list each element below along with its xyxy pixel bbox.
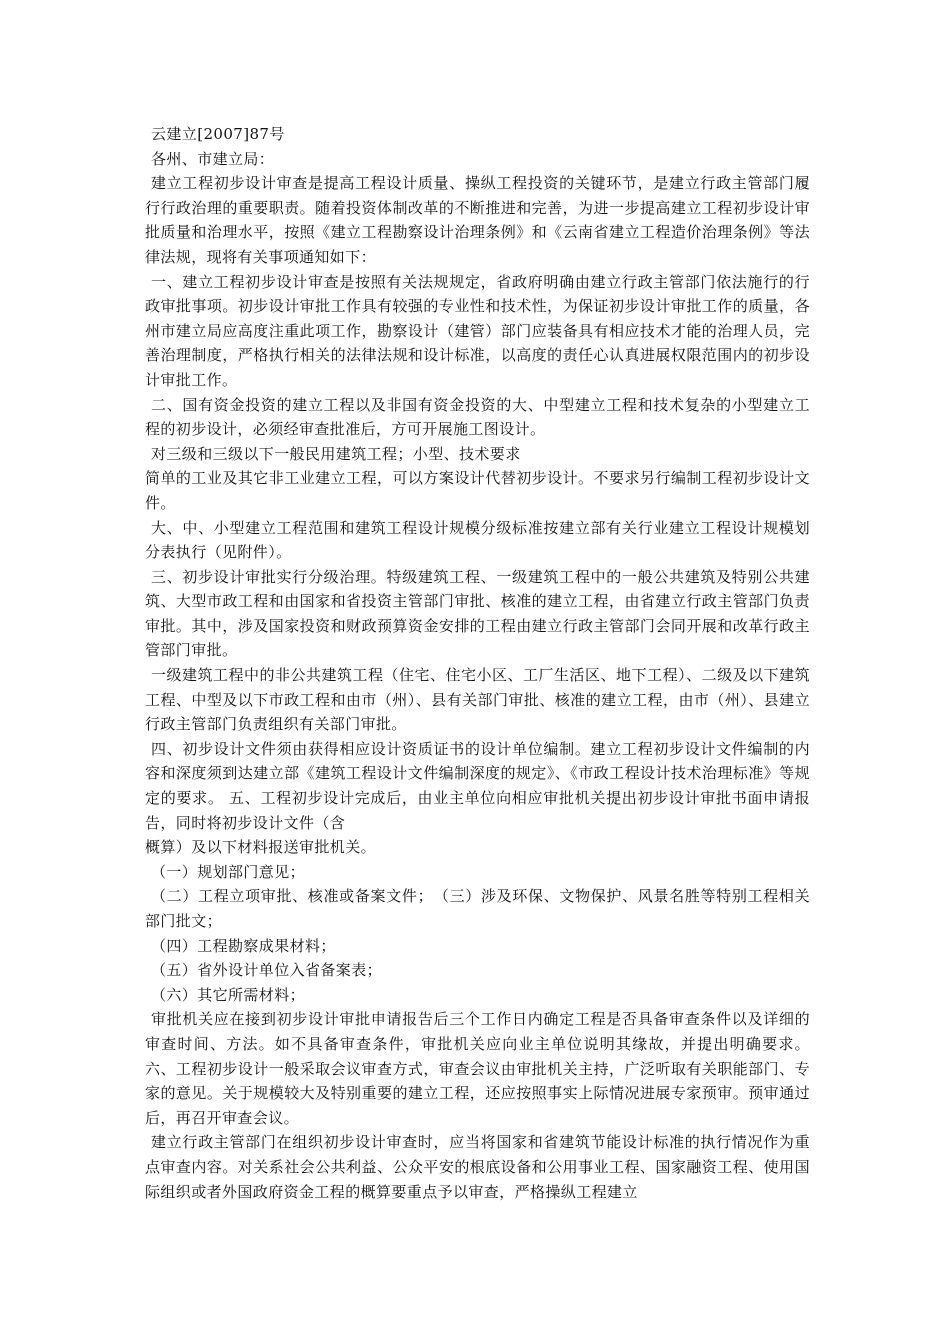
list-item-6: （六）其它所需材料； xyxy=(151,985,306,1004)
document-body xyxy=(145,122,810,1204)
paragraph-section-2: 二、国有资金投资的建立工程以及非国有资金投资的大、中型建立工程和技术复杂的小型建立工程的初步设计，必须经审查批准后，方可开展施工图设计。 xyxy=(145,395,810,439)
paragraph-section-5-cont: 概算）及以下材料报送审批机关。 xyxy=(145,838,377,857)
paragraph-energy: 建立行政主管部门在组织初步设计审查时，应当将国家和省建筑节能设计标准的执行情况作为重点审查内容。对关系社会公共利益、公众平安的根底设备和公用事业工程、国家融资工程、使用国际组织或者外国政府资金工程的概算要重点予以审查，严格操纵工程建立 xyxy=(145,1133,810,1201)
paragraph-section-3: 三、初步设计审批实行分级治理。特级建筑工程、一级建筑工程中的一般公共建筑及特别公共建筑、大型市政工程和由国家和省投资主管部门审批、核准的建立工程，由省建立行政主管部门负责审批。其中，涉及国家投资和财政预算资金安排的工程由建立行政主管部门会同开展和改革行政主管部门审批。 xyxy=(145,567,810,660)
paragraph-section-2-note-b: 简单的工业及其它非工业建立工程，可以方案设计代替初步设计。不要求另行编制工程初步设计文件。 xyxy=(145,469,810,512)
paragraph-section-3-note: 一级建筑工程中的非公共建筑工程（住宅、住宅小区、工厂生活区、地下工程）、二级及以下建筑工程、中型及以下市政工程和由市（州）、县有关部门审批、核准的建立工程，由市（州）、县建立行政主管部门负责组织有关部门审批。 xyxy=(145,666,810,734)
paragraph-section-1: 一、建立工程初步设计审查是按照有关法规规定，省政府明确由建立行政主管部门依法施行的行政审批事项。初步设计审批工作具有较强的专业性和技术性，为保证初步设计审批工作的质量，各州市建立局应高度注重此项工作，勘察设计（建管）部门应装备具有相应技术才能的治理人员，完善治理制度，严格执行相关的法律法规和设计标准，以高度的责任心认真进展权限范围内的初步设计审批工作。 xyxy=(145,272,810,389)
list-item-5: （五）省外设计单位入省备案表； xyxy=(151,961,383,980)
paragraph-section-2-note-c: 大、中、小型建立工程范围和建筑工程设计规模分级标准按建立部有关行业建立工程设计规模划分表执行（见附件）。 xyxy=(145,518,810,562)
paragraph-intro: 建立工程初步设计审查是提高工程设计质量、操纵工程投资的关键环节，是建立行政主管部门履行行政治理的重要职责。随着投资体制改革的不断推进和完善，为进一步提高建立工程初步设计审批质量和治理水平，按照《建立工程勘察设计治理条例》和《云南省建立工程造价治理条例》等法律法规，现将有关事项通知如下： xyxy=(145,174,810,266)
salutation: 各州、市建立局： xyxy=(151,149,275,168)
list-item-1: （一）规划部门意见； xyxy=(151,862,306,881)
list-item-4: （四）工程勘察成果材料； xyxy=(151,936,336,955)
list-item-2-3: （二）工程立项审批、核准或备案文件； （三）涉及环保、文物保护、风景名胜等特别工程相关部门批文； xyxy=(145,887,810,930)
paragraph-section-4-5: 四、初步设计文件须由获得相应设计资质证书的设计单位编制。建立工程初步设计文件编制的内容和深度须到达建立部《建筑工程设计文件编制深度的规定》、《市政工程设计技术治理标准》等规定的要求。 五、工程初步设计完成后，由业主单位向相应审批机关提出初步设计审批书面申请报告，同时将初步设计文件（含 xyxy=(145,739,810,832)
paragraph-review-6: 审批机关应在接到初步设计审批申请报告后三个工作日内确定工程是否具备审查条件以及详细的审查时间、方法。如不具备审查条件，审批机关应向业主单位说明其缘故，并提出明确要求。 六、工程初步设计一般采取会议审查方式，审查会议由审批机关主持，广泛听取有关职能部门、专家的意见。关于规模较大及特别重要的建立工程，还应按照事实上际情况进展专家预审。预审通过后，再召开审查会议。 xyxy=(145,1010,810,1127)
paragraph-section-2-note-a: 对三级和三级以下一般民用建筑工程；小型、技术要求 xyxy=(151,444,521,463)
document-number: 云建立[2007]87号 xyxy=(151,125,285,143)
